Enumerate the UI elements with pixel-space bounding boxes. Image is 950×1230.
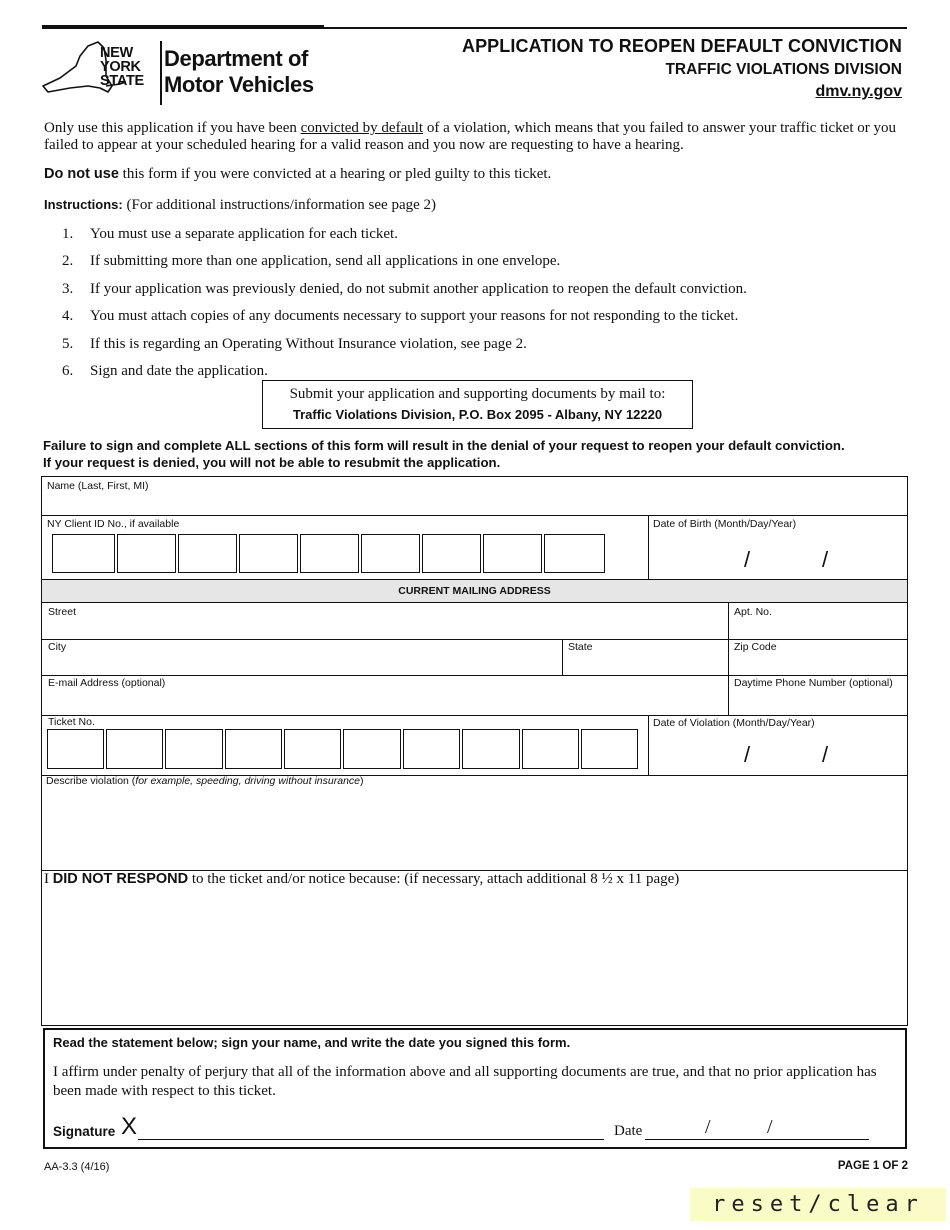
street-field[interactable] xyxy=(42,617,726,637)
do-not-use-paragraph: Do not use this form if you were convicted at a hearing or pled guilty to this ticket. xyxy=(44,166,552,182)
email-field[interactable] xyxy=(42,691,726,713)
ticket-digit[interactable] xyxy=(284,729,341,769)
client-id-digit[interactable] xyxy=(300,534,359,573)
instructions-list xyxy=(62,226,747,390)
list-item: 3. If your application was previously denied, do not submit another application to reopen the default conviction. xyxy=(62,280,747,297)
mailing-address-box xyxy=(262,380,693,429)
ticket-digit[interactable] xyxy=(581,729,638,769)
apt-label: Apt. No. xyxy=(734,606,772,618)
mail-address: Traffic Violations Division, P.O. Box 2095 - Albany, NY 12220 xyxy=(292,407,663,422)
state-line2: YORK xyxy=(100,59,141,75)
phone-field[interactable] xyxy=(732,691,902,713)
page-title: APPLICATION TO REOPEN DEFAULT CONVICTION xyxy=(461,36,902,56)
form-number: AA-3.3 (4/16) xyxy=(44,1161,110,1173)
website-link[interactable]: dmv.ny.gov xyxy=(815,83,902,100)
ticket-digit[interactable] xyxy=(225,729,282,769)
convicted-by-default: convicted by default xyxy=(300,120,424,136)
list-item: 6. Sign and date the application. xyxy=(62,362,268,379)
ticket-digit[interactable] xyxy=(165,729,223,769)
list-item: 2. If submitting more than one application, send all applications in one envelope. xyxy=(62,253,561,270)
name-field[interactable] xyxy=(42,491,907,515)
ticket-digit[interactable] xyxy=(343,729,401,769)
client-id-digit[interactable] xyxy=(239,534,298,573)
ticket-label: Ticket No. xyxy=(48,716,95,728)
phone-label: Daytime Phone Number (optional) xyxy=(734,677,893,689)
application-form xyxy=(41,476,908,1026)
client-id-digit[interactable] xyxy=(483,534,542,573)
dov-slash: / xyxy=(822,742,829,767)
ticket-digit[interactable] xyxy=(47,729,104,769)
describe-label: Describe violation (for example, speeding, driving without insurance) xyxy=(46,775,364,787)
email-label: E-mail Address (optional) xyxy=(48,677,166,689)
ticket-digit[interactable] xyxy=(462,729,520,769)
intro-paragraph: Only use this application if you have been convicted by default of a violation, which means that you failed to answer your traffic ticket or you failed to appear at your scheduled hearing for a valid reason and you now are requesting to have a hearing. xyxy=(44,120,896,153)
state-line3: STATE xyxy=(100,73,144,89)
apt-field[interactable] xyxy=(732,617,902,637)
reason-field[interactable] xyxy=(42,891,907,1023)
ticket-digit[interactable] xyxy=(106,729,163,769)
dob-label: Date of Birth (Month/Day/Year) xyxy=(653,518,797,530)
list-item: 1. You must use a separate application for each ticket. xyxy=(62,226,398,242)
warning-text: Failure to sign and complete ALL sections of this form will result in the denial of your request to reopen your default conviction. If your request is denied, you will not be able to resubmit the application. xyxy=(43,438,845,470)
agency-line2: Motor Vehicles xyxy=(164,72,314,97)
state-line1: NEW xyxy=(100,45,133,61)
ticket-digit[interactable] xyxy=(522,729,579,769)
affirmation-text: I affirm under penalty of perjury that all of the information above and all supporting documents are true, and that no prior application has been made with respect to this ticket. xyxy=(53,1064,877,1099)
city-field[interactable] xyxy=(42,653,560,673)
client-id-digit[interactable] xyxy=(178,534,237,573)
read-statement: Read the statement below; sign your name, and write the date you signed this form. xyxy=(53,1035,571,1050)
header-rule-thin xyxy=(324,27,907,29)
state-field[interactable] xyxy=(565,653,725,673)
city-label: City xyxy=(48,641,67,653)
sign-date-slash: / xyxy=(705,1116,711,1138)
describe-violation-field[interactable] xyxy=(42,789,907,869)
nys-dmv-logo xyxy=(40,38,340,108)
signature-section xyxy=(43,1028,907,1149)
dob-slash: / xyxy=(822,547,829,572)
client-id-digit[interactable] xyxy=(544,534,605,573)
name-label: Name (Last, First, MI) xyxy=(47,480,149,492)
state-label: State xyxy=(568,641,593,653)
zip-label: Zip Code xyxy=(734,641,777,653)
client-id-digit[interactable] xyxy=(361,534,420,573)
sign-date-line[interactable] xyxy=(645,1138,869,1140)
client-id-digit[interactable] xyxy=(117,534,176,573)
reset-clear-button[interactable]: reset/clear xyxy=(690,1188,946,1221)
signature-x: X xyxy=(121,1113,138,1140)
client-id-digit[interactable] xyxy=(422,534,481,573)
list-item: 4. You must attach copies of any documents necessary to support your reasons for not responding to the ticket. xyxy=(62,308,739,325)
signature-line[interactable] xyxy=(138,1138,604,1140)
street-label: Street xyxy=(48,606,77,618)
dov-label: Date of Violation (Month/Day/Year) xyxy=(653,717,815,729)
list-item: 5. If this is regarding an Operating Without Insurance violation, see page 2. xyxy=(62,335,527,352)
client-id-label: NY Client ID No., if available xyxy=(47,518,180,530)
not-respond-label: I DID NOT RESPOND to the ticket and/or notice because: (if necessary, attach additional 8 ½ x 11 page) xyxy=(44,871,680,887)
dov-field[interactable] xyxy=(662,733,902,771)
header-rule-thick xyxy=(42,25,324,29)
mailing-address-header: CURRENT MAILING ADDRESS xyxy=(42,579,907,603)
date-label: Date xyxy=(614,1123,643,1139)
mail-instruction: Submit your application and supporting documents by mail to: xyxy=(289,386,666,402)
agency-line1: Department of xyxy=(164,46,308,71)
dob-field[interactable] xyxy=(662,535,902,575)
ticket-digit[interactable] xyxy=(403,729,460,769)
client-id-digit[interactable] xyxy=(52,534,115,573)
header-titles xyxy=(462,36,902,101)
dov-slash: / xyxy=(744,742,751,767)
instructions-heading: Instructions: (For additional instructions/information see page 2) xyxy=(44,197,436,213)
division-name: TRAFFIC VIOLATIONS DIVISION xyxy=(665,61,902,78)
sign-date-slash: / xyxy=(767,1116,773,1138)
page-indicator: PAGE 1 OF 2 xyxy=(837,1160,908,1172)
dob-slash: / xyxy=(744,547,751,572)
zip-field[interactable] xyxy=(732,653,902,673)
signature-label: Signature xyxy=(53,1124,116,1139)
